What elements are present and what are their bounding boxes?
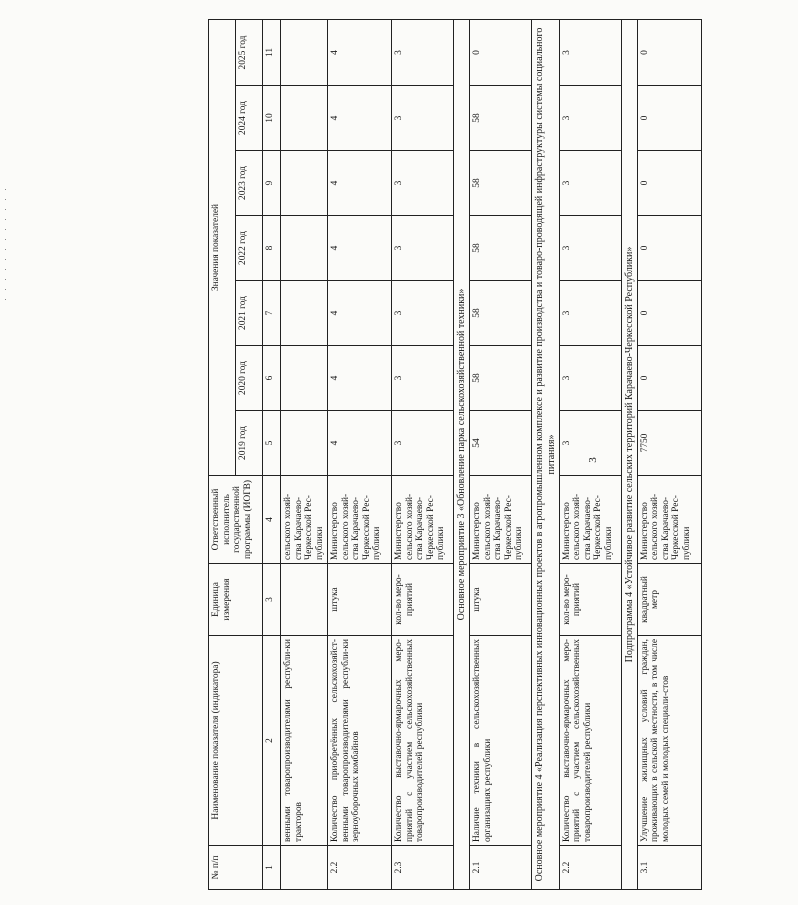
row-name: Наличие техники в сельскохозяйственных организациях республики — [470, 636, 532, 846]
row-value: 3 — [392, 86, 454, 151]
header-year: 2023 год — [236, 151, 263, 216]
row-value: 0 — [637, 281, 701, 346]
row-value: 58 — [470, 346, 532, 411]
column-number: 2 — [263, 636, 281, 846]
column-number: 4 — [263, 476, 281, 564]
column-number: 9 — [263, 151, 281, 216]
table-row — [328, 19, 392, 889]
row-responsible: сельского хозяй-ства Карачаево-Черкесской Рес-публики — [281, 476, 328, 564]
row-unit: штука — [470, 564, 532, 636]
row-value: 58 — [470, 86, 532, 151]
row-num: 2.2 — [559, 846, 621, 890]
indicators-table — [208, 19, 702, 890]
row-value: 3 — [392, 19, 454, 85]
row-value — [281, 86, 328, 151]
header-name: Наименование показателя (индикатора) — [209, 636, 263, 846]
row-unit — [281, 564, 328, 636]
row-value: 3 — [392, 411, 454, 476]
row-value — [281, 411, 328, 476]
row-value: 54 — [470, 411, 532, 476]
row-responsible: Министерство сельского хозяй-ства Карачаево-Черкесской Рес-публики — [392, 476, 454, 564]
row-value — [281, 346, 328, 411]
row-value: 0 — [637, 151, 701, 216]
table-row — [470, 19, 532, 889]
row-value: 58 — [470, 151, 532, 216]
column-number: 7 — [263, 281, 281, 346]
row-value: 0 — [637, 86, 701, 151]
row-value — [281, 151, 328, 216]
row-responsible: Министерство сельского хозяй-ства Карачаево-Черкесской Рес-публики — [328, 476, 392, 564]
row-value: 4 — [328, 281, 392, 346]
row-value: 4 — [328, 216, 392, 281]
row-responsible: Министерство сельского хозяй-ства Карачаево-Черкесской Рес-публики — [470, 476, 532, 564]
row-value: 58 — [470, 216, 532, 281]
row-value — [281, 281, 328, 346]
section-heading: Основное мероприятие 4 «Реализация перспективных инновационных проектов в агропромышленном комплексе и развитие производства и товаро-проводящей инфраструктуры системы социального питания» — [532, 19, 559, 889]
column-number: 5 — [263, 411, 281, 476]
column-number: 3 — [263, 564, 281, 636]
column-number: 1 — [263, 846, 281, 890]
subprogram-heading: Подпрограмма 4 «Устойчивое развитие сельских территорий Карачаево-Черкесской Республики» — [621, 19, 637, 889]
row-value — [281, 19, 328, 85]
row-value: 3 — [392, 346, 454, 411]
row-num: 2.2 — [328, 846, 392, 890]
row-num: 2.3 — [392, 846, 454, 890]
table-row — [637, 19, 701, 889]
column-number-row — [263, 19, 281, 889]
row-value: 3 — [559, 281, 621, 346]
column-number: 10 — [263, 86, 281, 151]
row-value: 4 — [328, 86, 392, 151]
row-value: 0 — [637, 19, 701, 85]
row-value: 0 — [637, 216, 701, 281]
scan-edge-marks — [2, 180, 12, 700]
row-value: 4 — [328, 411, 392, 476]
section-heading-row — [532, 19, 559, 889]
section-heading-row — [454, 19, 470, 889]
row-responsible: Министерство сельского хозяй-ства Карачаево-Черкесской Рес-публики — [559, 476, 621, 564]
header-year: 2024 год — [236, 86, 263, 151]
row-value: 4 — [328, 19, 392, 85]
row-responsible: Министерство сельского хозяй-ства Карачаево-Черкесской Рес-публики — [637, 476, 701, 564]
row-unit: квадратный метр — [637, 564, 701, 636]
header-year: 2022 год — [236, 216, 263, 281]
row-value: 3 — [392, 281, 454, 346]
column-number: 11 — [263, 19, 281, 85]
row-value: 3 — [392, 216, 454, 281]
section-heading: Основное мероприятие 3 «Обновление парка сельскохозяйственной техники» — [454, 19, 470, 889]
row-value: 0 — [470, 19, 532, 85]
header-year: 2020 год — [236, 346, 263, 411]
row-value: 7750 — [637, 411, 701, 476]
row-value: 3 — [559, 216, 621, 281]
header-year: 2021 год — [236, 281, 263, 346]
row-value: 4 — [328, 346, 392, 411]
row-value: 58 — [470, 281, 532, 346]
row-unit: кол-во меро-приятий — [559, 564, 621, 636]
row-name: Количество выставочно-ярмарочных меро-приятий с участием сельскохозяйственных товаропроизводителей республики — [559, 636, 621, 846]
row-unit: штука — [328, 564, 392, 636]
row-value: 0 — [637, 346, 701, 411]
row-value: 3 — [559, 151, 621, 216]
header-values-group: Значения показателей — [209, 19, 236, 475]
row-value — [281, 216, 328, 281]
row-value: 4 — [328, 151, 392, 216]
header-year: 2025 год — [236, 19, 263, 85]
row-value: 3 — [559, 411, 621, 476]
header-num: № п/п — [209, 846, 263, 890]
row-num: 2.1 — [470, 846, 532, 890]
row-value: 3 — [559, 19, 621, 85]
header-unit: Единица измерения — [209, 564, 263, 636]
row-value: 3 — [559, 346, 621, 411]
row-name: венными товаропроизводителями республи-ки тракторов — [281, 636, 328, 846]
column-number: 8 — [263, 216, 281, 281]
row-unit: кол-во меро-приятий — [392, 564, 454, 636]
row-value: 3 — [559, 86, 621, 151]
header-responsible: Ответственный исполнитель государственной программы (ИОГВ) — [209, 476, 263, 564]
table-row — [559, 19, 621, 889]
table-row — [281, 19, 328, 889]
row-name: Количество приобретённых сельскохозяйст-венными товаропроизводителями республи-ки зерноуборочных комбайнов — [328, 636, 392, 846]
row-num — [281, 846, 328, 890]
header-year: 2019 год — [236, 411, 263, 476]
column-number: 6 — [263, 346, 281, 411]
rotated-table-frame — [208, 20, 798, 890]
row-num: 3.1 — [637, 846, 701, 890]
row-name: Количество выставочно-ярмарочных меро-приятий с участием сельскохозяйственных товаропроизводителей республики — [392, 636, 454, 846]
page-number: 3 — [586, 457, 599, 463]
table-row — [392, 19, 454, 889]
row-value: 3 — [392, 151, 454, 216]
row-name: Улучшение жилищных условий граждан, проживающих в сельской местности, в том числе молодых семей и молодых специали-стов — [637, 636, 701, 846]
subprogram-heading-row — [621, 19, 637, 889]
